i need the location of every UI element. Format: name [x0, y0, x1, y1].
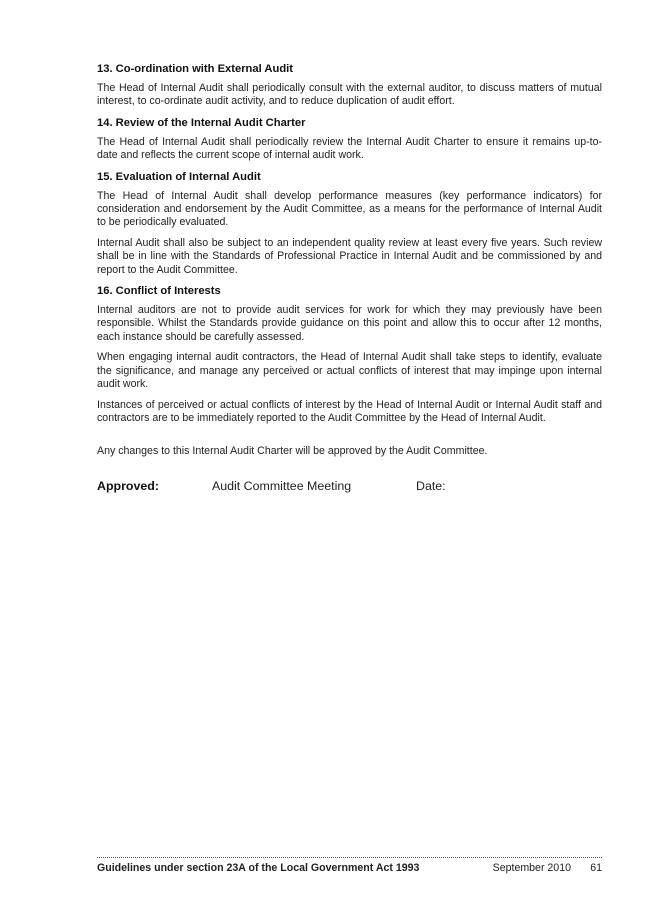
section-evaluation-internal-audit	[97, 170, 602, 277]
paragraph: The Head of Internal Audit shall periodically review the Internal Audit Charter to ensure it remains up-to-date and reflects the current scope of internal audit work.	[97, 135, 602, 162]
section-heading: 14. Review of the Internal Audit Charter	[97, 116, 306, 129]
section-conflict-of-interests	[97, 284, 602, 425]
section-heading: 13. Co-ordination with External Audit	[97, 63, 293, 75]
section-heading: 16. Conflict of Interests	[97, 285, 221, 298]
closing-statement: Any changes to this Internal Audit Charter will be approved by the Audit Committee.	[97, 445, 488, 458]
document-body	[97, 62, 602, 493]
paragraph: Internal auditors are not to provide audit services for work for which they may previously have been responsible. Whilst the Standards provide guidance on this point and allow this to occur after 12 months, each instance should be carefully assessed.	[97, 304, 602, 343]
paragraph: Internal Audit shall also be subject to an independent quality review at least every five years. Such review shall be in line with the Standards of Professional Practice in Internal Audit and be commissioned by and report to the Audit Committee.	[97, 236, 602, 276]
section-coordination-external-audit	[97, 62, 602, 109]
approval-label: Approved:	[97, 478, 159, 493]
paragraph: Instances of perceived or actual conflicts of interest by the Head of Internal Audit or Internal Audit staff and contractors are to be immediately reported to the Audit Committee by the Head of Internal Audit.	[97, 398, 602, 424]
paragraph: The Head of Internal Audit shall develop performance measures (key performance indicators) for consideration and endorsement by the Audit Committee, as a means for the performance of Internal Audit to be periodically evaluated.	[97, 189, 602, 229]
paragraph: When engaging internal audit contractors, the Head of Internal Audit shall take steps to identify, evaluate the significance, and manage any perceived or actual conflicts of interest that may impinge upon internal audit work.	[97, 351, 602, 391]
section-review-charter	[97, 116, 602, 163]
approval-meeting: Audit Committee Meeting	[212, 478, 352, 493]
approval-row	[97, 479, 602, 493]
page-footer	[97, 862, 602, 874]
page-number: 61	[590, 862, 602, 874]
paragraph: The Head of Internal Audit shall periodically consult with the external auditor, to discuss matters of mutual interest, to co-ordinate audit activity, and to reduce duplication of audit effort.	[97, 82, 602, 108]
section-heading: 15. Evaluation of Internal Audit	[97, 170, 261, 183]
footer-title: Guidelines under section 23A of the Local Government Act 1993	[97, 862, 420, 874]
approval-date-label: Date:	[416, 478, 446, 493]
footer-date: September 2010	[492, 862, 571, 874]
